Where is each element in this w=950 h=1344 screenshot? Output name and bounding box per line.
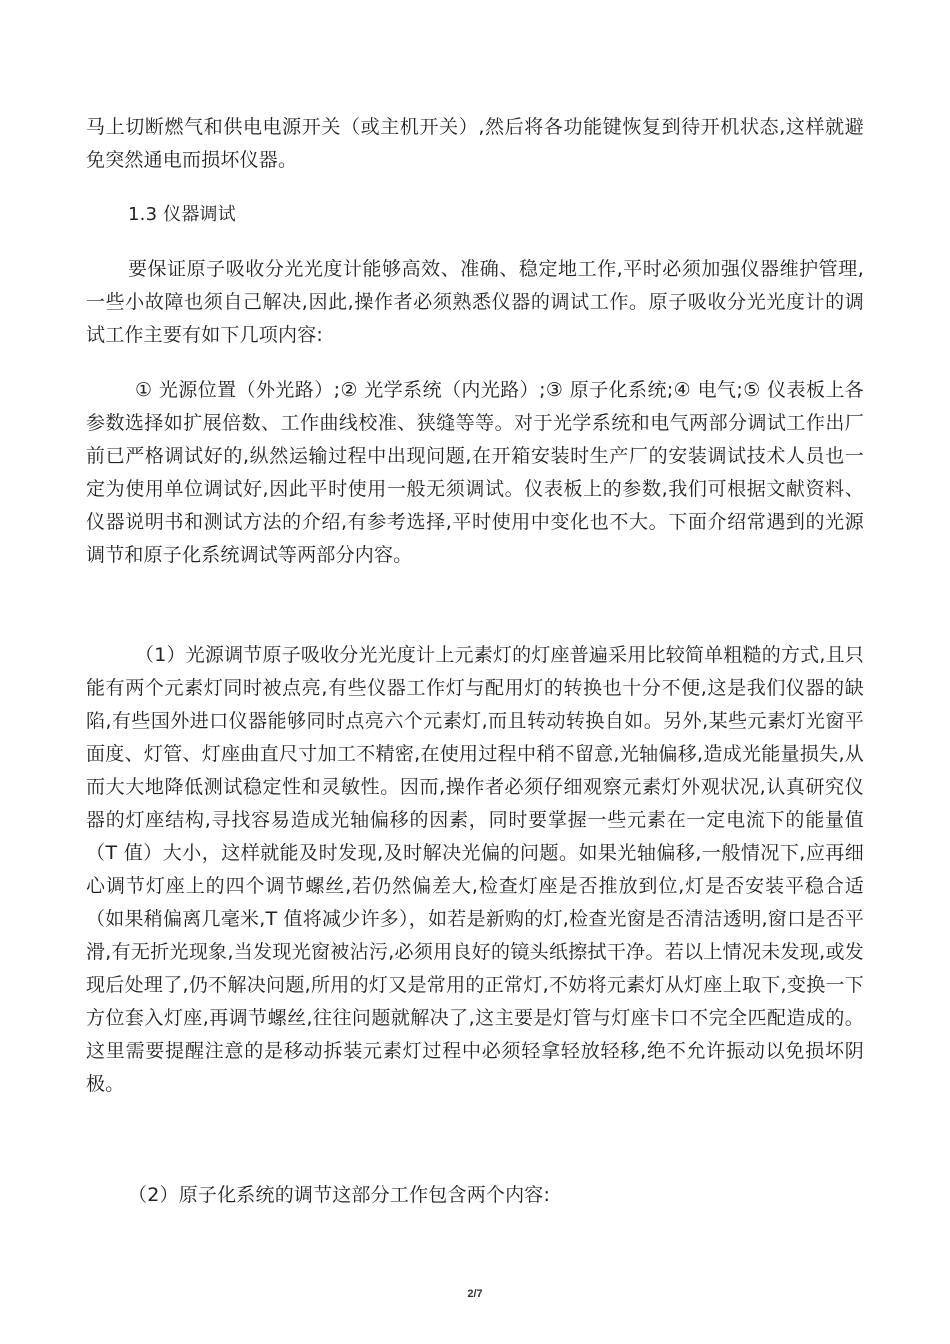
paragraph-continuation: 马上切断燃气和供电电源开关（或主机开关）,然后将各功能键恢复到待开机状态,这样就避免突然通电而损坏仪器。 [86,116,864,171]
paragraph-atomization: （2）原子化系统的调节这部分工作包含两个内容: [128,1184,551,1206]
section-heading: 1.3 仪器调试 [128,204,236,225]
paragraph-intro: 要保证原子吸收分光光度计能够高效、准确、稳定地工作,平时必须加强仪器维护管理,一些小故障也须自己解决,因此,操作者必须熟悉仪器的调试工作。原子吸收分光光度计的调试工作主要有如下几项内容: [86,258,864,346]
paragraph-light-source: （1）光源调节原子吸收分光光度计上元素灯的灯座普遍采用比较简单粗糙的方式,且只能有两个元素灯同时被点亮,有些仪器工作灯与配用灯的转换也十分不便,这是我们仪器的缺陷,有些国外进口仪器能够同时点亮六个元素灯,而且转动转换自如。另外,某些元素灯光窗平面度、灯管、灯座曲直尺寸加工不精密,在使用过程中稍不留意,光轴偏移,造成光能量损失,从而大大地降低测试稳定性和灵敏性。因而,操作者必须仔细观察元素灯外观状况,认真研究仪器的灯座结构,寻找容易造成光轴偏移的因素，同时要掌握一些元素在一定电流下的能量值（T 值）大小，这样就能及时发现,及时解决光偏的问题。如果光轴偏移,一般情况下,应再细心调节灯座上的四个调节螺丝,若仍然偏差大,检查灯座是否推放到位,灯是否安装平稳合适（如果稍偏离几毫米,T 值将减少许多），如若是新购的灯,检查光窗是否清洁透明,窗口是否平滑,有无折光现象,当发现光窗被沾污,必须用良好的镜头纸擦拭干净。若以上情况未发现,或发现后处理了,仍不解决问题,所用的灯又是常用的正常灯,不妨将元素灯从灯座上取下,变换一下方位套入灯座,再调节螺丝,往往问题就解决了,这主要是灯管与灯座卡口不完全匹配造成的。这里需要提醒注意的是移动拆装元素灯过程中必须轻拿轻放轻移,绝不允许振动以免损坏阴极。 [86,644,864,1095]
paragraph-debug-items: ① 光源位置（外光路）;② 光学系统（内光路）;③ 原子化系统;④ 电气;⑤ 仪表板上各参数选择如扩展倍数、工作曲线校准、狭缝等等。对于光学系统和电气两部分调试工作出厂前已严格调试好的,纵然运输过程中出现问题,在开箱安装时生产厂的安装调试技术人员也一定为使用单位调试好,因此平时使用一般无须调试。仪表板上的参数,我们可根据文献资料、仪器说明书和测试方法的介绍,有参考选择,平时使用中变化也不大。下面介绍常遇到的光源调节和原子化系统调试等两部分内容。 [86,379,864,566]
page-number: 2/7 [467,1288,483,1300]
